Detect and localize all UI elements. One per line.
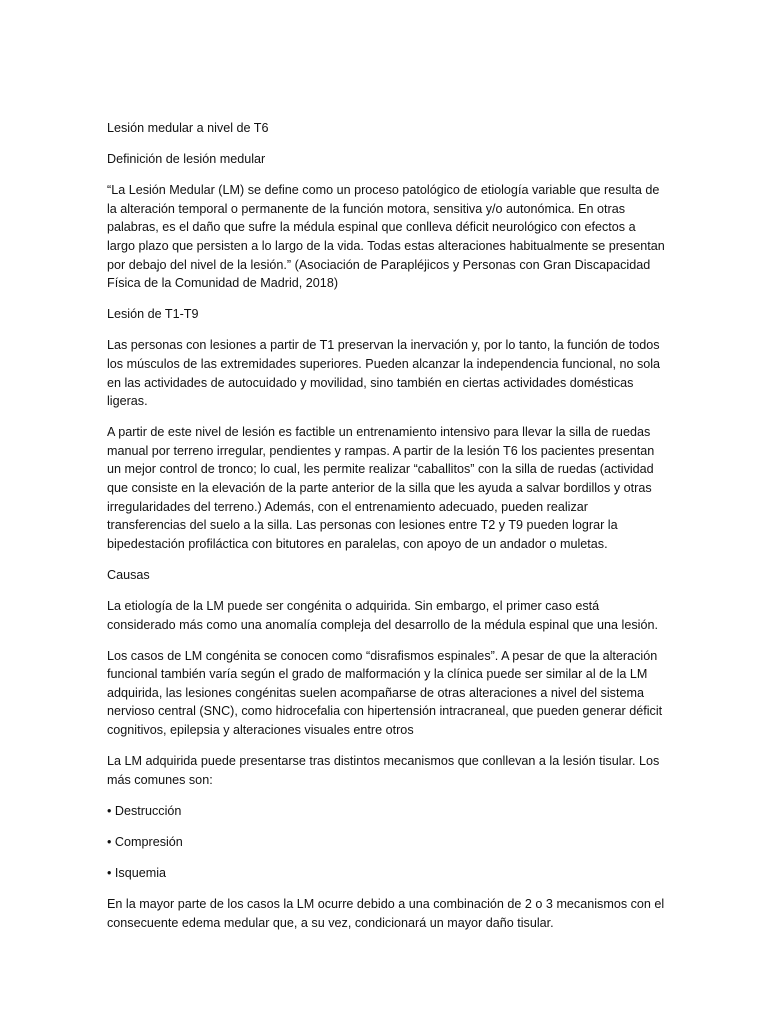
causas-paragraph-4: En la mayor parte de los casos la LM ocurre debido a una combinación de 2 o 3 mecanismos con el consecuente edema medular que, a su vez, condicionará un mayor daño tisular.	[107, 897, 665, 930]
t1-t9-paragraph-1: Las personas con lesiones a partir de T1 preservan la inervación y, por lo tanto, la función de todos los músculos de las extremidades superiores. Pueden alcanzar la independencia funcional, no sola en las actividades de autocuidado y movilidad, sino también en ciertas actividades domésticas ligeras.	[107, 338, 661, 409]
causas-paragraph-2: Los casos de LM congénita se conocen como “disrafismos espinales”. A pesar de que la alteración funcional también varía según el grado de malformación y la clínica puede ser similar al de la LM adquirida, las lesiones congénitas suelen acompañarse de otras alteraciones a nivel del sistema nervioso central (SNC), como hidrocefalia con hipertensión intracraneal, que pueden generar déficit cognitivos, epilepsia y alteraciones visuales entre otros	[107, 648, 663, 738]
list-item-destruccion: • Destrucción	[107, 803, 182, 818]
causas-paragraph-3: La LM adquirida puede presentarse tras distintos mecanismos que conllevan a la lesión tisular. Los más comunes son:	[107, 754, 660, 787]
section-heading-definition: Definición de lesión medular	[107, 152, 266, 167]
list-item-isquemia: • Isquemia	[107, 866, 167, 880]
t1-t9-paragraph-2: A partir de este nivel de lesión es factible un entrenamiento intensivo para llevar la silla de ruedas manual por terreno irregular, pendientes y rampas. A partir de la lesión T6 los pacientes presentan un mejor control de tronco; lo cual, les permite realizar “caballitos” con la silla de ruedas (actividad que consiste en la elevación de la parte anterior de la silla que les ayuda a salvar bordillos y otras irregularidades del terreno.) Además, con el entrenamiento adecuado, pueden realizar transferencias del suelo a la silla. Las personas con lesiones entre T2 y T9 pueden lograr la bipedestación profiláctica con bitutores en paralelas, con apoyo de un andador o muletas.	[107, 425, 655, 551]
causas-paragraph-1: La etiología de la LM puede ser congénita o adquirida. Sin embargo, el primer caso está considerado más como una anomalía compleja del desarrollo de la médula espinal que una lesión.	[107, 598, 658, 632]
definition-paragraph: “La Lesión Medular (LM) se define como un proceso patológico de etiología variable que resulta de la alteración temporal o permanente de la función motora, sensitiva y/o autonómica. En otras palabras, es el daño que sufre la médula espinal que conlleva déficit neurológico con efectos a largo plazo que persisten a lo largo de la vida. Todas estas alteraciones habitualmente se presentan por debajo del nivel de la lesión.” (Asociación de Parapléjicos y Personas con Gran Discapacidad Física de la Comunidad de Madrid, 2018)	[107, 183, 665, 291]
list-item-compresion: • Compresión	[107, 834, 183, 849]
document-title: Lesión medular a nivel de T6	[107, 121, 269, 135]
document-page	[107, 119, 665, 945]
section-heading-t1-t9: Lesión de T1-T9	[107, 307, 199, 322]
section-heading-causas: Causas	[107, 567, 150, 582]
